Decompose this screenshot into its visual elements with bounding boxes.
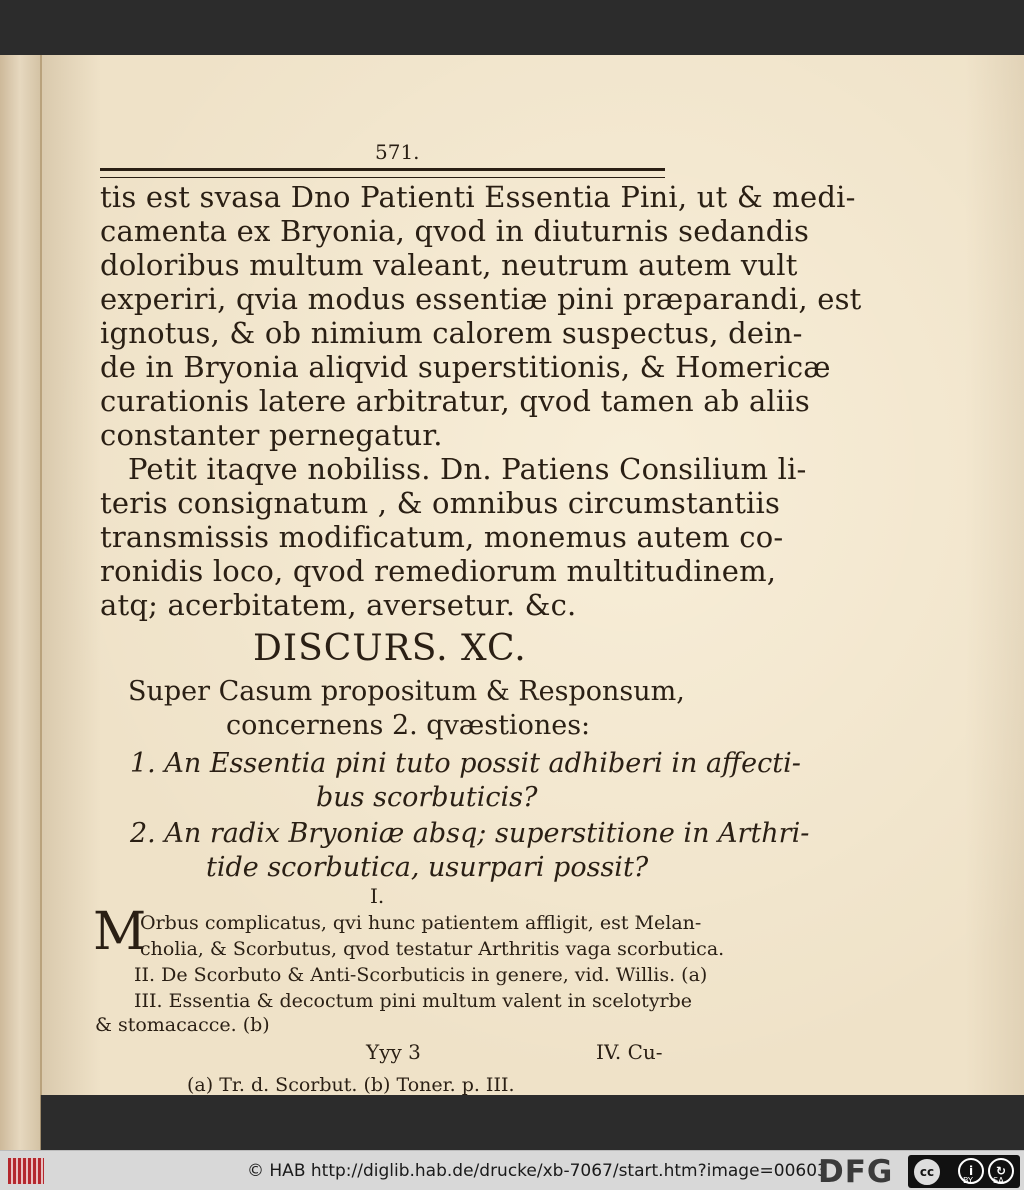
section-line: II. De Scorbuto & Anti-Scorbuticis in genere, vid. Willis. (a) [134,964,708,986]
body-line: tis est svasa Dno Patienti Essentia Pini, ut & medi- [100,180,856,214]
subheading-line: Super Casum propositum & Responsum, [128,676,685,707]
discourse-heading: DISCURS. XC. [253,628,527,669]
section-line: Orbus complicatus, qvi hunc patientem affligit, est Melan- [140,912,702,934]
body-line: de in Bryonia aliqvid superstitionis, & Homericæ [100,350,831,384]
previous-pages-edge [0,55,41,1150]
share-alike-icon: ↻ [988,1158,1014,1184]
question-line: bus scorbuticis? [316,782,538,813]
cc-license-badge[interactable] [908,1155,1020,1188]
page-number: 571. [375,140,420,164]
question-line: tide scorbutica, usurpari possit? [206,852,649,883]
barcode-icon [8,1158,44,1184]
body-line: curationis latere arbitratur, qvod tamen ab aliis [100,384,810,418]
body-line: doloribus multum valeant, neutrum autem vult [100,248,798,282]
body-line: ignotus, & ob nimium calorem suspectus, dein- [100,316,803,350]
section-line: & stomacacce. (b) [95,1014,270,1036]
catchword: IV. Cu- [596,1040,663,1064]
drop-cap: M [93,902,147,962]
sa-label: SA [993,1176,1004,1185]
cc-icon: cc [912,1157,942,1187]
subheading-line: concernens 2. qvæstiones: [226,710,591,741]
footer-bar [0,1150,1024,1190]
body-line: atq; acerbitatem, aversetur. &c. [100,588,577,622]
body-line: teris consignatum , & omnibus circumstantiis [100,486,781,520]
signature-mark: Yyy 3 [366,1040,421,1064]
header-rule [100,168,665,178]
question-line: 2. An radix Bryoniæ absq; superstitione in Arthri- [130,818,810,849]
body-line: constanter pernegatur. [100,418,443,452]
footnotes: (a) Tr. d. Scorbut. (b) Toner. p. III. [187,1074,515,1096]
section-line: cholia, & Scorbutus, qvod testatur Arthritis vaga scorbutica. [140,938,725,960]
attribution-icon: i [958,1158,984,1184]
body-line: ronidis loco, qvod remediorum multitudinem, [100,554,777,588]
question-line: 1. An Essentia pini tuto possit adhiberi in affecti- [130,748,801,779]
section-numeral: I. [370,884,385,908]
by-label: BY [963,1176,973,1185]
body-line: experiri, qvia modus essentiæ pini præparandi, est [100,282,862,316]
section-line: III. Essentia & decoctum pini multum valent in scelotyrbe [134,990,693,1012]
body-line: camenta ex Bryonia, qvod in diuturnis sedandis [100,214,810,248]
footer-credit-link[interactable]: © HAB http://diglib.hab.de/drucke/xb-7067/start.htm?image=00603 [247,1161,828,1181]
body-line: transmissis modificatum, monemus autem co- [100,520,784,554]
body-line: Petit itaqve nobiliss. Dn. Patiens Consilium li- [128,452,807,486]
dfg-logo: DFG [818,1154,894,1190]
